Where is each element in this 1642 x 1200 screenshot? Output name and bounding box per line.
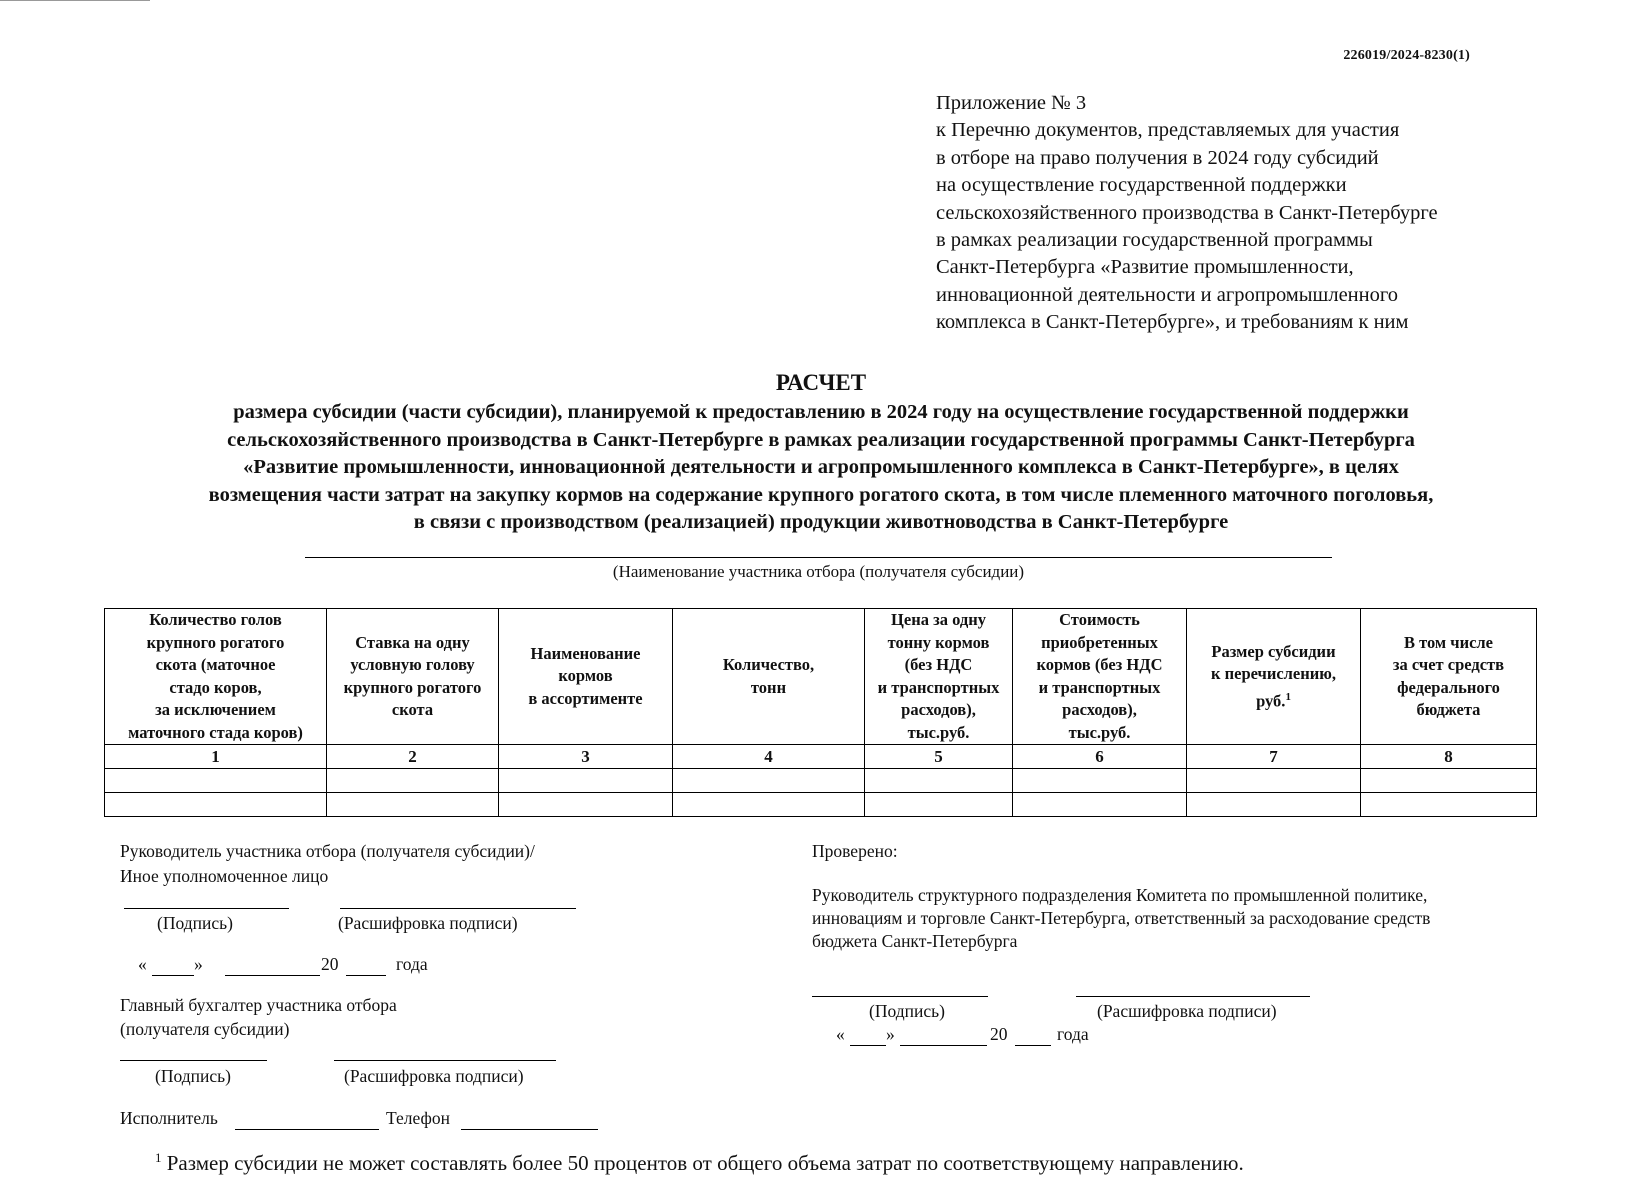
table-cell[interactable] bbox=[673, 793, 865, 817]
appendix-line: Приложение № 3 bbox=[936, 92, 1087, 114]
reviewer-signature-field[interactable] bbox=[812, 996, 988, 997]
table-cell[interactable] bbox=[865, 793, 1013, 817]
table-row bbox=[105, 769, 1537, 793]
header-line: за исключением bbox=[155, 700, 276, 719]
header-line: тыс.руб. bbox=[907, 722, 970, 742]
column-number: 1 bbox=[105, 745, 327, 769]
header-line: Размер субсидии bbox=[1211, 641, 1336, 661]
accountant-signature-field[interactable] bbox=[120, 1060, 267, 1061]
table-cell[interactable] bbox=[327, 769, 499, 793]
month-field[interactable] bbox=[900, 1045, 987, 1046]
year-word: года bbox=[396, 954, 428, 974]
header-cell-rate bbox=[327, 609, 499, 745]
subtitle-line: в связи с производством (реализацией) продукции животноводства в Санкт-Петербурге bbox=[413, 511, 1229, 534]
header-line: Цена за одну bbox=[891, 610, 986, 629]
appendix-line: комплекса в Санкт-Петербурге», и требованиям к ним bbox=[936, 311, 1409, 334]
quote-close: » bbox=[194, 954, 203, 974]
quote-open: « bbox=[138, 954, 147, 974]
header-line: к перечислению, bbox=[1210, 664, 1336, 683]
header-line: Ставка на одну bbox=[355, 632, 470, 652]
day-field[interactable] bbox=[152, 975, 194, 976]
header-line: маточного стада коров) bbox=[128, 722, 303, 742]
header-line: федерального bbox=[1397, 677, 1500, 697]
signature-caption: (Подпись) bbox=[155, 1066, 231, 1086]
participant-name-field[interactable] bbox=[305, 557, 1332, 558]
scan-edge-mark bbox=[0, 0, 150, 1]
header-line: тыс.руб. bbox=[1068, 722, 1131, 742]
accountant-decoding-field[interactable] bbox=[334, 1060, 556, 1061]
appendix-line: в рамках реализации государственной программы bbox=[936, 229, 1373, 252]
phone-label: Телефон bbox=[386, 1108, 450, 1128]
checked-label: Проверено: bbox=[812, 841, 898, 861]
header-line: тонн bbox=[750, 677, 787, 697]
footnote-number: 1 bbox=[155, 1150, 162, 1165]
column-number: 6 bbox=[1013, 745, 1187, 769]
footnote-text: Размер субсидии не может составлять более 50 процентов от общего объема затрат по соответствующему направлению. bbox=[166, 1151, 1244, 1175]
appendix-line: Санкт-Петербурга «Развитие промышленности, bbox=[936, 256, 1354, 279]
footnote bbox=[155, 1150, 1244, 1176]
decoding-caption: (Расшифровка подписи) bbox=[1097, 1001, 1277, 1021]
subtitle-line: возмещения части затрат на закупку кормов на содержание крупного рогатого скота, в том числе племенного маточного поголовья, bbox=[208, 483, 1434, 506]
header-line-text: руб. bbox=[1256, 691, 1286, 710]
header-line: приобретенных bbox=[1041, 632, 1158, 652]
year-prefix: 20 bbox=[321, 954, 339, 974]
header-line: бюджета bbox=[1416, 700, 1481, 719]
header-cell-cost bbox=[1013, 609, 1187, 745]
column-number: 5 bbox=[865, 745, 1013, 769]
header-line: в ассортименте bbox=[528, 688, 643, 708]
table-cell[interactable] bbox=[673, 769, 865, 793]
header-cell-quantity bbox=[673, 609, 865, 745]
decoding-caption: (Расшифровка подписи) bbox=[344, 1066, 524, 1086]
header-line: за счет средств bbox=[1392, 655, 1505, 674]
year-field[interactable] bbox=[1015, 1045, 1051, 1046]
appendix-block bbox=[936, 90, 1576, 337]
appendix-line: инновационной деятельности и агропромышленного bbox=[936, 283, 1399, 306]
header-line: Количество, bbox=[722, 655, 815, 674]
header-line: и транспортных bbox=[1038, 677, 1161, 697]
document-subtitle bbox=[60, 399, 1582, 537]
year-word: года bbox=[1057, 1024, 1089, 1044]
appendix-line: сельскохозяйственного производства в Санкт-Петербурге bbox=[936, 201, 1438, 224]
reviewer-title-line1: Руководитель структурного подразделения Комитета по промышленной политике, bbox=[812, 885, 1428, 905]
reviewer-title-line3: бюджета Санкт-Петербурга bbox=[812, 931, 1018, 951]
header-line: кормов (без НДС bbox=[1036, 655, 1163, 674]
header-line: Стоимость bbox=[1059, 610, 1140, 629]
appendix-line: к Перечню документов, представляемых для участия bbox=[936, 119, 1400, 142]
quote-open: « bbox=[836, 1024, 845, 1044]
phone-field[interactable] bbox=[461, 1129, 598, 1130]
table-cell[interactable] bbox=[105, 769, 327, 793]
quote-close: » bbox=[886, 1024, 895, 1044]
header-line: скота (маточное bbox=[155, 655, 276, 674]
header-cell-price bbox=[865, 609, 1013, 745]
header-cell-heads bbox=[105, 609, 327, 745]
appendix-line: на осуществление государственной поддержки bbox=[936, 174, 1347, 197]
header-line: тонну кормов bbox=[887, 632, 990, 652]
table-cell[interactable] bbox=[105, 793, 327, 817]
participant-name-caption: (Наименование участника отбора (получателя субсидии) bbox=[612, 562, 1025, 581]
column-number: 8 bbox=[1361, 745, 1537, 769]
header-line: Количество голов bbox=[149, 610, 282, 629]
month-field[interactable] bbox=[225, 975, 320, 976]
table-cell[interactable] bbox=[1361, 793, 1537, 817]
table-cell[interactable] bbox=[1187, 793, 1361, 817]
subtitle-line: размера субсидии (части субсидии), планируемой к предоставлению в 2024 году на осуществление государственной поддержки bbox=[233, 401, 1409, 423]
subtitle-line: «Развитие промышленности, инновационной деятельности и агропромышленного комплекса в Санкт-Петербурге», в целях bbox=[243, 456, 1399, 479]
column-number: 4 bbox=[673, 745, 865, 769]
header-line: и транспортных bbox=[877, 677, 1000, 697]
year-field[interactable] bbox=[346, 975, 386, 976]
column-number: 2 bbox=[327, 745, 499, 769]
executor-field[interactable] bbox=[235, 1129, 379, 1130]
header-line: кормов bbox=[558, 666, 613, 686]
header-line: Наименование bbox=[530, 643, 641, 663]
header-line: В том числе bbox=[1403, 632, 1494, 652]
header-line: крупного рогатого bbox=[343, 677, 482, 697]
table-cell[interactable] bbox=[1361, 769, 1537, 793]
document-title: РАСЧЕТ bbox=[775, 370, 867, 395]
column-number: 7 bbox=[1187, 745, 1361, 769]
appendix-line: в отборе на право получения в 2024 году субсидий bbox=[936, 146, 1379, 169]
year-prefix: 20 bbox=[990, 1024, 1008, 1044]
header-cell-subsidy bbox=[1187, 609, 1361, 745]
header-line: условную голову bbox=[350, 655, 475, 674]
column-number: 3 bbox=[499, 745, 673, 769]
table-cell[interactable] bbox=[1013, 793, 1187, 817]
table-cell[interactable] bbox=[1013, 769, 1187, 793]
header-line: стадо коров, bbox=[169, 677, 262, 697]
head-title-line2: Иное уполномоченное лицо bbox=[120, 866, 329, 886]
day-field[interactable] bbox=[850, 1045, 886, 1046]
header-line: расходов), bbox=[901, 700, 976, 719]
table-cell[interactable] bbox=[499, 769, 673, 793]
table-cell[interactable] bbox=[1187, 769, 1361, 793]
table-cell[interactable] bbox=[499, 793, 673, 817]
accountant-title-line2: (получателя субсидии) bbox=[120, 1019, 290, 1039]
header-line: крупного рогатого bbox=[146, 632, 285, 652]
header-line: расходов), bbox=[1062, 700, 1137, 719]
header-cell-feed-name bbox=[499, 609, 673, 745]
table-row bbox=[105, 793, 1537, 817]
table-cell[interactable] bbox=[865, 769, 1013, 793]
reviewer-decoding-field[interactable] bbox=[1076, 996, 1310, 997]
calculation-table bbox=[104, 608, 1537, 817]
head-decoding-field[interactable] bbox=[340, 908, 576, 909]
header-cell-federal bbox=[1361, 609, 1537, 745]
column-number-row bbox=[105, 745, 1537, 769]
executor-label: Исполнитель bbox=[120, 1108, 218, 1128]
head-title-line1: Руководитель участника отбора (получателя субсидии)/ bbox=[120, 841, 535, 861]
header-line: скота bbox=[391, 700, 434, 719]
header-line bbox=[1189, 686, 1358, 713]
head-signature-field[interactable] bbox=[124, 908, 289, 909]
footnote-marker: 1 bbox=[1285, 690, 1291, 703]
document-number: 226019/2024-8230(1) bbox=[1343, 48, 1470, 63]
table-header-row bbox=[105, 609, 1537, 745]
table-cell[interactable] bbox=[327, 793, 499, 817]
subtitle-line: сельскохозяйственного производства в Санкт-Петербурге в рамках реализации государственной программы Санкт-Петербурга bbox=[227, 428, 1415, 451]
reviewer-title-line2: инновациям и торговле Санкт-Петербурга, ответственный за расходование средств bbox=[812, 908, 1431, 928]
accountant-title-line1: Главный бухгалтер участника отбора bbox=[120, 995, 397, 1015]
header-line: (без НДС bbox=[904, 655, 973, 674]
decoding-caption: (Расшифровка подписи) bbox=[338, 913, 518, 933]
signature-caption: (Подпись) bbox=[157, 913, 233, 933]
signature-caption: (Подпись) bbox=[869, 1001, 945, 1021]
